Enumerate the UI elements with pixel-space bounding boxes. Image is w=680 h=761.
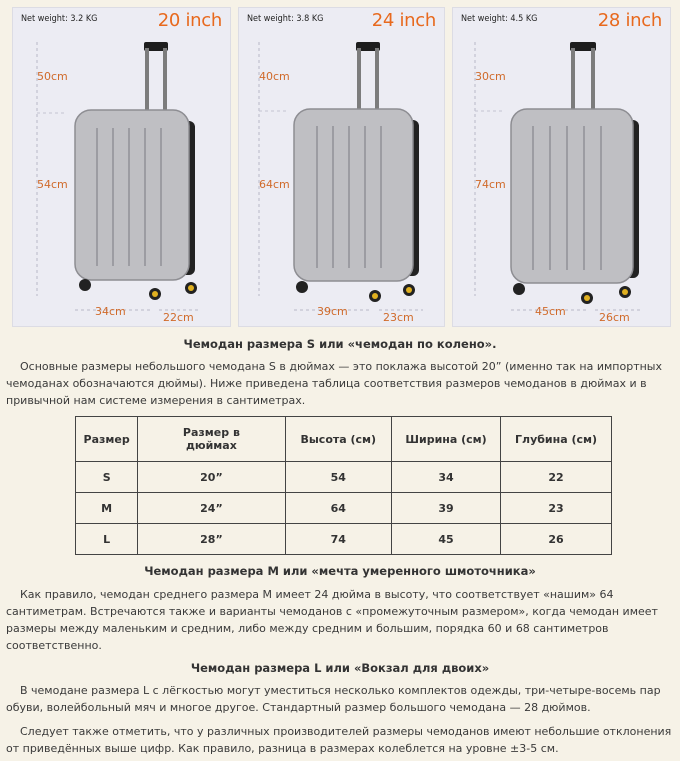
heading-size-s: Чемодан размера S или «чемодан по колено». bbox=[183, 337, 497, 351]
width-dimension: 39cm bbox=[317, 305, 348, 318]
net-weight-label: Net weight: 4.5 KG bbox=[461, 14, 538, 24]
table-cell: 28” bbox=[138, 524, 285, 555]
size-comparison-table bbox=[75, 416, 612, 555]
heading-size-m: Чемодан размера M или «мечта умеренного шмоточника» bbox=[144, 564, 536, 578]
table-cell: 54 bbox=[285, 462, 392, 493]
table-cell: 64 bbox=[285, 493, 392, 524]
table-cell: 34 bbox=[392, 462, 501, 493]
handle-rod bbox=[375, 48, 379, 112]
suitcase-body bbox=[294, 109, 413, 281]
column-header: Глубина (см) bbox=[501, 417, 612, 462]
column-header: Размер bbox=[76, 417, 138, 462]
suitcase-24-illustration bbox=[239, 8, 444, 326]
table-cell: 74 bbox=[285, 524, 392, 555]
table-cell: 26 bbox=[501, 524, 612, 555]
depth-dimension: 26cm bbox=[599, 311, 630, 324]
table-cell: M bbox=[76, 493, 138, 524]
handle-rod bbox=[163, 48, 167, 114]
table-row bbox=[76, 462, 612, 493]
paragraph-size-m: Как правило, чемодан среднего размера M имеет 24 дюйма в высоту, что соответствует «нашим» 64 сантиметрам. Встречаются также и варианты чемоданов с «промежуточным размером», когда чемодан имеет размеры между маленьким и средним, либо между средним и большим, порядка 60 и 68 сантиметров соответственно. bbox=[6, 588, 658, 652]
table-cell: 23 bbox=[501, 493, 612, 524]
table-row bbox=[76, 524, 612, 555]
body-dimension: 74cm bbox=[475, 178, 506, 191]
wheel bbox=[296, 281, 308, 293]
table-cell: 20” bbox=[138, 462, 285, 493]
net-weight-label: Net weight: 3.8 KG bbox=[247, 14, 324, 24]
handle-rod bbox=[591, 48, 595, 112]
body-dimension: 64cm bbox=[259, 178, 290, 191]
panel-20-inch bbox=[12, 7, 231, 327]
suitcase-body bbox=[511, 109, 633, 283]
column-header: Высота (см) bbox=[285, 417, 392, 462]
top-dimension: 40cm bbox=[259, 70, 290, 83]
table-cell: 24” bbox=[138, 493, 285, 524]
wheel bbox=[79, 279, 91, 291]
paragraph-size-l: В чемодане размера L с лёгкостью могут уместиться несколько комплектов одежды, три-четыре-восемь пар обуви, волейбольный мяч и многое другое. Стандартный размер большого чемодана — 28 дюймов. bbox=[6, 684, 661, 714]
depth-dimension: 22cm bbox=[163, 311, 194, 324]
column-header: Размер в дюймах bbox=[138, 417, 285, 462]
suitcase-20-illustration bbox=[13, 8, 230, 326]
suitcase-body bbox=[75, 110, 189, 280]
inch-size-label: 20 inch bbox=[157, 10, 222, 31]
table-header-row bbox=[76, 417, 612, 462]
body-dimension: 54cm bbox=[37, 178, 68, 191]
panel-28-inch bbox=[452, 7, 671, 327]
handle-rod bbox=[571, 48, 575, 112]
handle-rod bbox=[145, 48, 149, 114]
suitcase-28-illustration bbox=[453, 8, 670, 326]
depth-dimension: 23cm bbox=[383, 311, 414, 324]
width-dimension: 34cm bbox=[95, 305, 126, 318]
top-dimension: 50cm bbox=[37, 70, 68, 83]
table-cell: L bbox=[76, 524, 138, 555]
panel-24-inch bbox=[238, 7, 445, 327]
table-cell: S bbox=[76, 462, 138, 493]
table-cell: 22 bbox=[501, 462, 612, 493]
paragraph-final-note: Следует также отметить, что у различных производителей размеры чемоданов имеют небольшие отклонения от приведённых выше цифр. Как правило, разница в размерах колеблется на уровне ±3-5 см. bbox=[6, 725, 672, 755]
top-dimension: 30cm bbox=[475, 70, 506, 83]
width-dimension: 45cm bbox=[535, 305, 566, 318]
table-row bbox=[76, 493, 612, 524]
handle-rod bbox=[357, 48, 361, 112]
wheel bbox=[513, 283, 525, 295]
net-weight-label: Net weight: 3.2 KG bbox=[21, 14, 98, 24]
paragraph-size-s: Основные размеры небольшого чемодана S в дюймах — это поклажа высотой 20” (именно так на импортных чемоданах обозначаются дюймы). Ниже приведена таблица соответствия размеров чемоданов в дюймах и в привычной нам системе измерения в сантиметрах. bbox=[6, 360, 662, 407]
heading-size-l: Чемодан размера L или «Вокзал для двоих» bbox=[190, 661, 490, 675]
column-header: Ширина (см) bbox=[392, 417, 501, 462]
inch-size-label: 28 inch bbox=[597, 10, 662, 31]
table-cell: 39 bbox=[392, 493, 501, 524]
table-cell: 45 bbox=[392, 524, 501, 555]
suitcase-sizes-image bbox=[0, 0, 680, 330]
inch-size-label: 24 inch bbox=[371, 10, 436, 31]
